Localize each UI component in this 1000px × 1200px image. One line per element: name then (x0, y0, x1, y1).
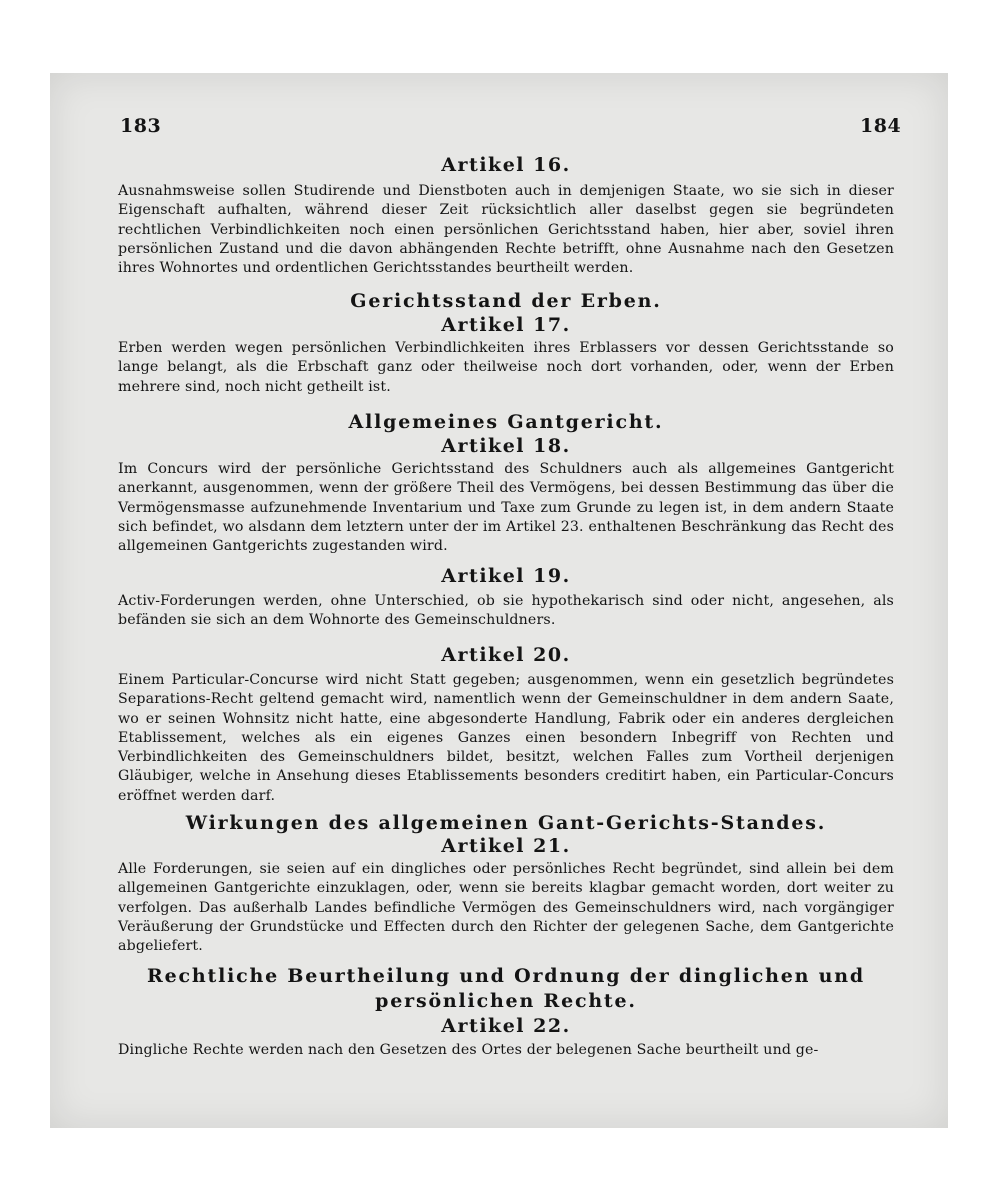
article-21-text: Alle Forderungen, sie seien auf ein dingliches oder persönliches Recht begründet, sind allein bei dem allgemeinen Gantgerichte einzuklagen, oder, wenn sie bereits klagbar gemacht worden, dort weiter zu verfolgen. Das außerhalb Landes befindliche Vermögen des Gemeinschuldners wird, nach vorgängiger Veräußerung der Grundstücke und Effecten durch den Richter der gelegenen Sache, dem Gantgerichte abgeliefert. (118, 861, 894, 955)
article-21-heading: Artikel 21. (441, 835, 571, 857)
section-heading-erben: Gerichtsstand der Erben. (350, 290, 662, 312)
section-heading-rechtliche: Rechtliche Beurtheilung und Ordnung der dinglichen und persönlichen Rechte. (147, 965, 865, 1012)
article-16-text: Ausnahmsweise sollen Studirende und Dienstboten auch in demjenigen Staate, wo sie sich in dieser Eigenschaft aufhalten, während dieser Zeit rücksichtlich aller daselbst gegen sie begründeten rechtlichen Verbindlichkeiten noch einen persönlichen Gerichtsstand haben, hier aber, soviel ihren persönlichen Zustand und die davon abhängenden Rechte betrifft, ohne Ausnahme nach den Gesetzen ihres Wohnortes und ordentlichen Gerichtsstandes beurtheilt werden. (118, 183, 894, 277)
article-16-heading: Artikel 16. (441, 154, 571, 176)
article-19-text: Activ-Forderungen werden, ohne Unterschied, ob sie hypothekarisch sind oder nicht, angesehen, als befänden sie sich an dem Wohnorte des Gemeinschuldners. (118, 593, 894, 629)
article-17-text: Erben werden wegen persönlichen Verbindlichkeiten ihres Erblassers vor dessen Gerichtsstande so lange belangt, als die Erbschaft ganz oder theilweise noch dort vorhanden, oder, wenn der Erben mehrere sind, noch nicht getheilt ist. (118, 340, 894, 395)
article-20-heading: Artikel 20. (441, 644, 571, 666)
article-20-text: Einem Particular-Concurse wird nicht Statt gegeben; ausgenommen, wenn ein gesetzlich begründetes Separations-Recht geltend gemacht wird, namentlich wenn der Gemeinschuldner in dem andern Saate, wo er seinen Wohnsitz nicht hatte, eine abgesonderte Handlung, Fabrik oder ein anderes dergleichen Etablissement, welches als ein eigenes Ganzes einen besondern Inbegriff von Rechten und Verbindlichkeiten des Gemeinschuldners bildet, besitzt, welchen Falles zum Vortheil derjenigen Gläubiger, welche in Ansehung dieses Etablissements besonders creditirt haben, ein Particular-Concurs eröffnet werden darf. (118, 672, 894, 804)
article-18-heading: Artikel 18. (441, 435, 571, 457)
article-22-text: Dingliche Rechte werden nach den Gesetzen des Ortes der belegenen Sache beurtheilt und ge- (118, 1042, 819, 1058)
article-18-text: Im Concurs wird der persönliche Gerichtsstand des Schuldners auch als allgemeines Gantgericht anerkannt, ausgenommen, wenn der größere Theil des Vermögens, bei dessen Bestimmung das über die Vermögensmasse aufzunehmende Inventarium und Taxe zum Grunde zu legen ist, in dem andern Staate sich befindet, wo alsdann dem letztern unter der im Artikel 23. enthaltenen Beschränkung das Recht des allgemeinen Gantgerichts zugestanden wird. (118, 461, 894, 555)
page-number-left: 183 (120, 115, 162, 137)
article-19-heading: Artikel 19. (441, 565, 571, 587)
section-heading-gantgericht: Allgemeines Gantgericht. (348, 411, 664, 433)
section-heading-wirkungen: Wirkungen des allgemeinen Gant-Gerichts-Standes. (185, 812, 827, 834)
article-22-heading: Artikel 22. (441, 1015, 571, 1037)
page-number-right: 184 (860, 115, 902, 137)
article-17-heading: Artikel 17. (441, 314, 571, 336)
